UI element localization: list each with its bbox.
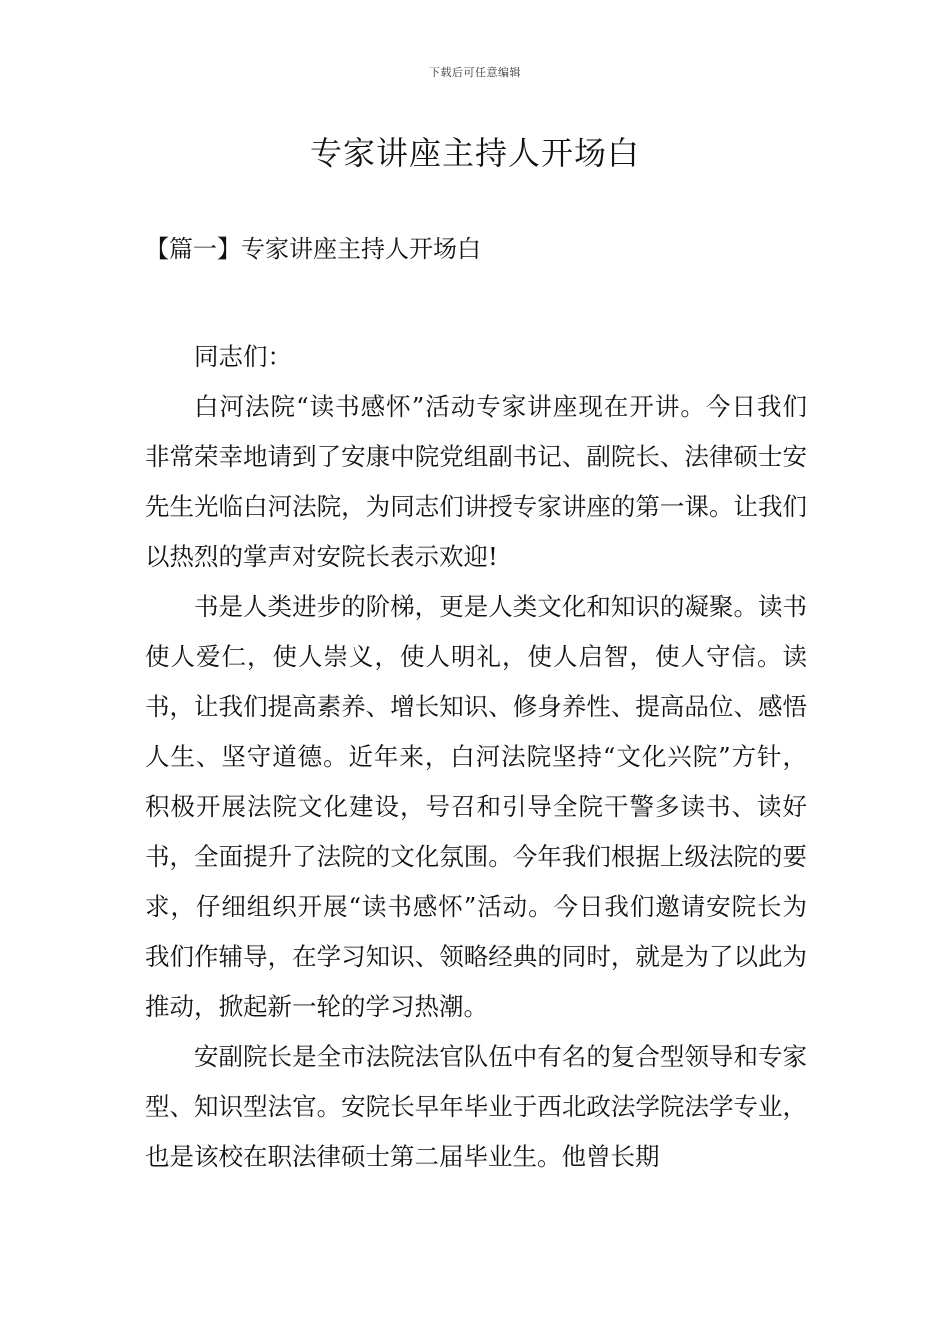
opening-paragraph: 白河法院“读书感怀”活动专家讲座现在开讲。今日我们非常荣幸地请到了安康中院党组副书记、副院长、法律硕士安先生光临白河法院，为同志们讲授专家讲座的第一课。让我们以热烈的掌声对安院长表示欢迎! [145,392,807,571]
section-heading: 【篇一】专家讲座主持人开场白 [145,235,481,263]
header-note: 下载后可任意编辑 [429,66,521,79]
body-text [145,332,807,1182]
salutation-paragraph: 同志们： [194,342,292,371]
reading-paragraph: 书是人类进步的阶梯，更是人类文化和知识的凝聚。读书使人爱仁，使人崇义，使人明礼，使人启智，使人守信。读书，让我们提高素养、增长知识、修身养性、提高品位、感悟人生、坚守道德。近年来，白河法院坚持“文化兴院”方针，积极开展法院文化建设，号召和引导全院干警多读书、读好书，全面提升了法院的文化氛围。今年我们根据上级法院的要求，仔细组织开展“读书感怀”活动。今日我们邀请安院长为我们作辅导，在学习知识、领略经典的同时，就是为了以此为推动，掀起新一轮的学习热潮。 [145,592,807,1021]
document-title: 专家讲座主持人开场白 [309,134,640,172]
speaker-intro-paragraph: 安副院长是全市法院法官队伍中有名的复合型领导和专家型、知识型法官。安院长早年毕业于西北政法学院法学专业，也是该校在职法律硕士第二届毕业生。他曾长期 [145,1042,807,1171]
